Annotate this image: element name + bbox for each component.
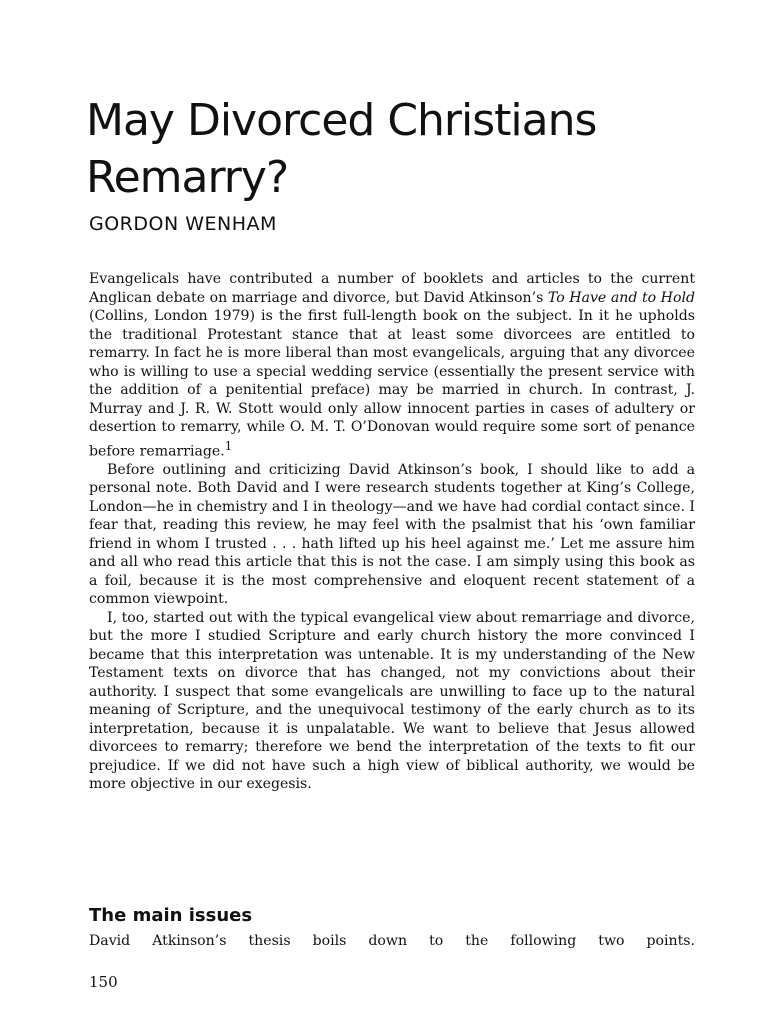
paragraph-1 <box>89 270 695 461</box>
paragraph-3: I, too, started out with the typical evangelical view about remarriage and divorce, but the more I studied Scripture and early church history the more convinced I became that this interpretation was untenable. It is my understanding of the New Testament texts on divorce that has changed, not my convictions about their authority. I suspect that some evangelicals are unwilling to face up to the natural meaning of Scripture, and the unequivocal testimony of the early church as to its interpretation, because it is unpalatable. We want to believe that Jesus allowed divorcees to remarry; therefore we bend the interpretation of the texts to fit our prejudice. If we did not have such a high view of biblical authority, we would be more objective in our exegesis. <box>89 609 695 793</box>
article-title: May Divorced Christians Remarry? <box>86 95 597 203</box>
article-body <box>89 270 695 794</box>
footnote-marker: 1 <box>224 438 233 453</box>
paragraph-1-text-b: (Collins, London 1979) is the first full-length book on the subject. In it he upholds the traditional Protestant stance that at least some divorcees are entitled to remarry. In fact he is more liberal than most evangelicals, arguing that any divorcee who is willing to use a special wedding service (essentially the present service with the addition of a penitential preface) may be married in church. In contrast, J. Murray and J. R. W. Stott would only allow innocent parties in cases of adultery or desertion to remarry, while O. M. T. O’Donovan would require some sort of penance before remarriage. <box>89 308 695 460</box>
author-name: GORDON WENHAM <box>89 213 277 235</box>
paragraph-1-text-a: Evangelicals have contributed a number of booklets and articles to the current Anglican debate on marriage and divorce, but David Atkinson’s <box>89 271 695 306</box>
book-title: To Have and to Hold <box>547 289 695 306</box>
page-number: 150 <box>89 973 118 991</box>
section-paragraph: David Atkinson’s thesis boils down to the following two points. <box>89 933 695 949</box>
section-heading: The main issues <box>89 905 253 926</box>
paragraph-2: Before outlining and criticizing David Atkinson’s book, I should like to add a personal note. Both David and I were research students together at King’s College, London—he in chemistry and I in theology—and we have had cordial contact since. I fear that, reading this review, he may feel with the psalmist that his ‘own familiar friend in whom I trusted . . . hath lifted up his heel against me.’ Let me assure him and all who read this article that this is not the case. I am simply using this book as a foil, because it is the most comprehensive and eloquent recent statement of a common viewpoint. <box>89 461 695 608</box>
